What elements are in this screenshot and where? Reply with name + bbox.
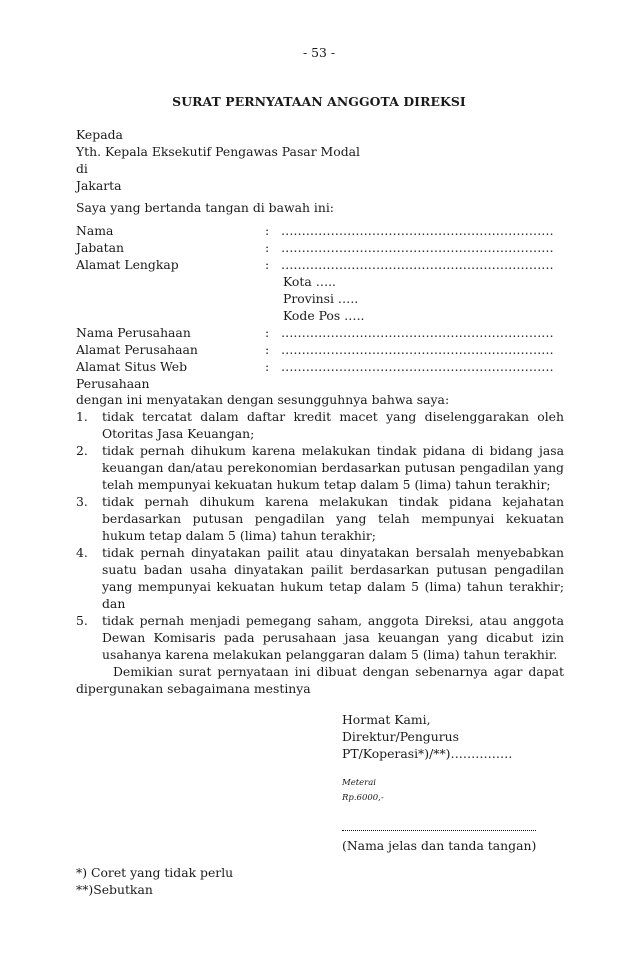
field-dots: ………………………………………………………… xyxy=(281,342,554,357)
declaration-text: dengan ini menyatakan dengan sesungguhnya bahwa saya: xyxy=(76,392,450,407)
footnote: **)Sebutkan xyxy=(76,882,153,897)
field-jabatan xyxy=(76,239,564,256)
list-text: tidak pernah dinyatakan pailit atau dinyatakan bersalah menyebabkan suatu badan usaha dinyatakan pailit berdasarkan putusan pengadilan yang mempunyai kekuatan hukum tetap dalam 5 (lima) tahun terakhir; dan xyxy=(102,545,564,611)
field-situs-web xyxy=(76,358,564,375)
list-text: tidak pernah dihukum karena melakukan tindak pidana di bidang jasa keuangan dan/atau perekonomian berdasarkan putusan pengadilan yang telah mempunyai kekuatan hukum tetap dalam 5 (lima) tahun terakhir; xyxy=(102,443,564,492)
field-dots: ………………………………………………………… xyxy=(281,223,554,238)
footnote: *) Coret yang tidak perlu xyxy=(76,865,234,880)
field-label: Alamat Lengkap xyxy=(76,257,179,272)
address-line: Yth. Kepala Eksekutif Pengawas Pasar Modal xyxy=(76,144,360,159)
field-label: Nama Perusahaan xyxy=(76,325,191,340)
list-item xyxy=(76,408,564,442)
field-sub-label: Provinsi ….. xyxy=(283,291,359,306)
list-number: 2. xyxy=(76,443,88,458)
list-number: 4. xyxy=(76,545,88,560)
field-colon: : xyxy=(265,325,270,340)
field-dots: ………………………………………………………… xyxy=(281,240,554,255)
list-text: tidak tercatat dalam daftar kredit macet yang diselenggarakan oleh Otoritas Jasa Keuangan; xyxy=(102,409,564,441)
signature-company: PT/Koperasi*)/**)…………… xyxy=(342,746,513,761)
list-text: tidak pernah dihukum karena melakukan tindak pidana kejahatan berdasarkan putusan pengadilan yang telah mempunyai kekuatan hukum tetap dalam 5 (lima) tahun terakhir; xyxy=(102,494,564,543)
meterai-amount: Rp.6000,- xyxy=(342,793,384,803)
field-dots: ………………………………………………………… xyxy=(281,325,554,340)
field-sub-label: Kode Pos ….. xyxy=(283,308,365,323)
list-number: 1. xyxy=(76,409,88,424)
signature-position: Direktur/Pengurus xyxy=(342,729,459,744)
field-label: Perusahaan xyxy=(76,376,150,391)
meterai-label: Meterai xyxy=(342,778,377,788)
field-dots: ………………………………………………………… xyxy=(281,257,554,272)
field-label: Nama xyxy=(76,223,114,238)
address-line: Kepada xyxy=(76,127,123,142)
field-label: Jabatan xyxy=(76,240,125,255)
address-block xyxy=(76,126,564,194)
field-kodepos xyxy=(76,307,564,324)
closing-paragraph: Demikian surat pernyataan ini dibuat dengan sebenarnya agar dapat dipergunakan sebagaimana mestinya xyxy=(76,664,564,696)
list-item xyxy=(76,493,564,544)
field-dots: ………………………………………………………… xyxy=(281,359,554,374)
intro-text: Saya yang bertanda tangan di bawah ini: xyxy=(76,200,334,215)
identity-fields xyxy=(76,222,564,392)
field-sub-label: Kota ….. xyxy=(283,274,336,289)
list-text: tidak pernah menjadi pemegang saham, anggota Direksi, atau anggota Dewan Komisaris pada perusahaan jasa keuangan yang dicabut izin usahanya karena melakukan pelanggaran dalam 5 (lima) tahun terakhir. xyxy=(102,613,564,662)
address-line: di xyxy=(76,161,88,176)
document-title: SURAT PERNYATAAN ANGGOTA DIREKSI xyxy=(172,94,466,109)
field-kota xyxy=(76,273,564,290)
field-colon: : xyxy=(265,257,270,272)
field-colon: : xyxy=(265,342,270,357)
field-label: Alamat Perusahaan xyxy=(76,342,198,357)
field-nama xyxy=(76,222,564,239)
list-item xyxy=(76,442,564,493)
footnotes xyxy=(76,864,564,898)
field-colon: : xyxy=(265,223,270,238)
field-alamat xyxy=(76,256,564,273)
signature-greeting: Hormat Kami, xyxy=(342,712,431,727)
address-line: Jakarta xyxy=(76,178,122,193)
field-label: Alamat Situs Web xyxy=(76,359,188,374)
signature-line xyxy=(342,822,536,831)
field-nama-perusahaan xyxy=(76,324,564,341)
signature-block xyxy=(342,711,572,854)
page-number: - 53 - xyxy=(302,45,336,60)
statement-list xyxy=(76,408,564,697)
field-provinsi xyxy=(76,290,564,307)
field-situs-web-cont xyxy=(76,375,564,392)
field-colon: : xyxy=(265,240,270,255)
list-number: 3. xyxy=(76,494,88,509)
field-alamat-perusahaan xyxy=(76,341,564,358)
signature-name-note: (Nama jelas dan tanda tangan) xyxy=(342,838,537,853)
field-colon: : xyxy=(265,359,270,374)
list-number: 5. xyxy=(76,613,88,628)
list-item xyxy=(76,544,564,612)
list-item xyxy=(76,612,564,663)
